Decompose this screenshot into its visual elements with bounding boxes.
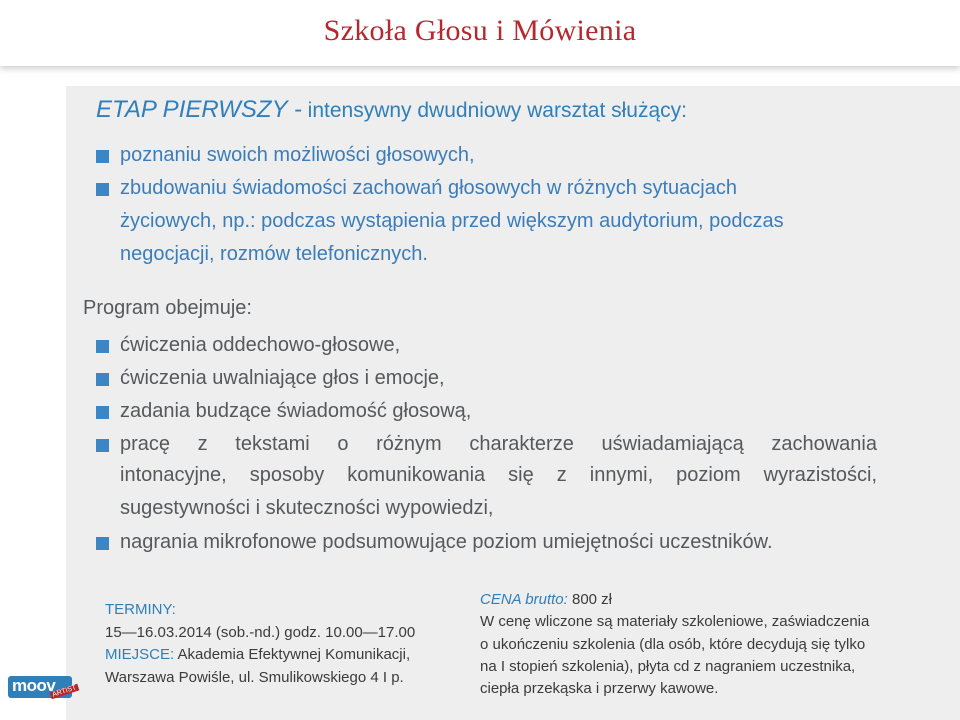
terminy-label: TERMINY: [105, 601, 176, 618]
cena-detail: ciepła przekąska i przerwy kawowe. [480, 680, 719, 697]
terminy-dates: 15—16.03.2014 (sob.-nd.) godz. 10.00—17.00 [105, 624, 416, 641]
bullet-icon [96, 406, 109, 419]
cena-amount: 800 zł [567, 591, 613, 608]
bullet-icon [96, 183, 109, 196]
goal-item-continued: negocjacji, rozmów telefonicznych. [120, 243, 428, 265]
cena-line [480, 591, 612, 608]
header-bar [0, 0, 960, 66]
program-heading: Program obejmuje: [83, 297, 252, 319]
cena-detail: o ukończeniu szkolenia (dla osób, które decydują się tylko [480, 636, 866, 653]
etap-label: ETAP PIERWSZY - [96, 96, 302, 123]
bullet-icon [96, 373, 109, 386]
etap-heading [96, 96, 687, 124]
logo-text: moov [12, 676, 56, 695]
program-item-continued: sugestywności i skuteczności wypowiedzi, [120, 497, 494, 519]
bullet-icon [96, 439, 109, 452]
bullet-icon [96, 340, 109, 353]
cena-detail: W cenę wliczone są materiały szkoleniowe, zaświadczenia [480, 613, 870, 630]
cena-label: CENA brutto: [480, 591, 568, 608]
program-item-continued: intonacyjne, sposoby komunikowania się z innymi, poziom wyrazistości, [120, 464, 877, 486]
goal-item-continued: życiowych, np.: podczas wystąpienia przed większym audytorium, podczas [120, 210, 784, 232]
moov-logo [8, 676, 78, 699]
program-item: zadania budzące świadomość głosową, [120, 400, 472, 422]
program-item: pracę z tekstami o różnym charakterze uświadamiającą zachowania [120, 433, 877, 455]
miejsce-label: MIEJSCE: [105, 646, 175, 663]
logo-tag: ARTIST [51, 684, 78, 699]
program-item: nagrania mikrofonowe podsumowujące poziom umiejętności uczestników. [120, 531, 773, 553]
bullet-icon [96, 150, 109, 163]
goal-item: zbudowaniu świadomości zachowań głosowych w różnych sytuacjach [120, 177, 737, 199]
page-title: Szkoła Głosu i Mówienia [323, 14, 637, 47]
program-item: ćwiczenia oddechowo-głosowe, [120, 334, 401, 356]
miejsce-value: Akademia Efektywnej Komunikacji, [174, 646, 411, 663]
cena-detail: na I stopień szkolenia), płyta cd z nagraniem uczestnika, [480, 658, 856, 675]
bullet-icon [96, 537, 109, 550]
goal-item: poznaniu swoich możliwości głosowych, [120, 144, 475, 166]
miejsce-line [105, 646, 410, 663]
miejsce-address: Warszawa Powiśle, ul. Smulikowskiego 4 I p. [105, 669, 404, 686]
program-item: ćwiczenia uwalniające głos i emocje, [120, 367, 445, 389]
etap-description: intensywny dwudniowy warsztat służący: [301, 99, 687, 122]
